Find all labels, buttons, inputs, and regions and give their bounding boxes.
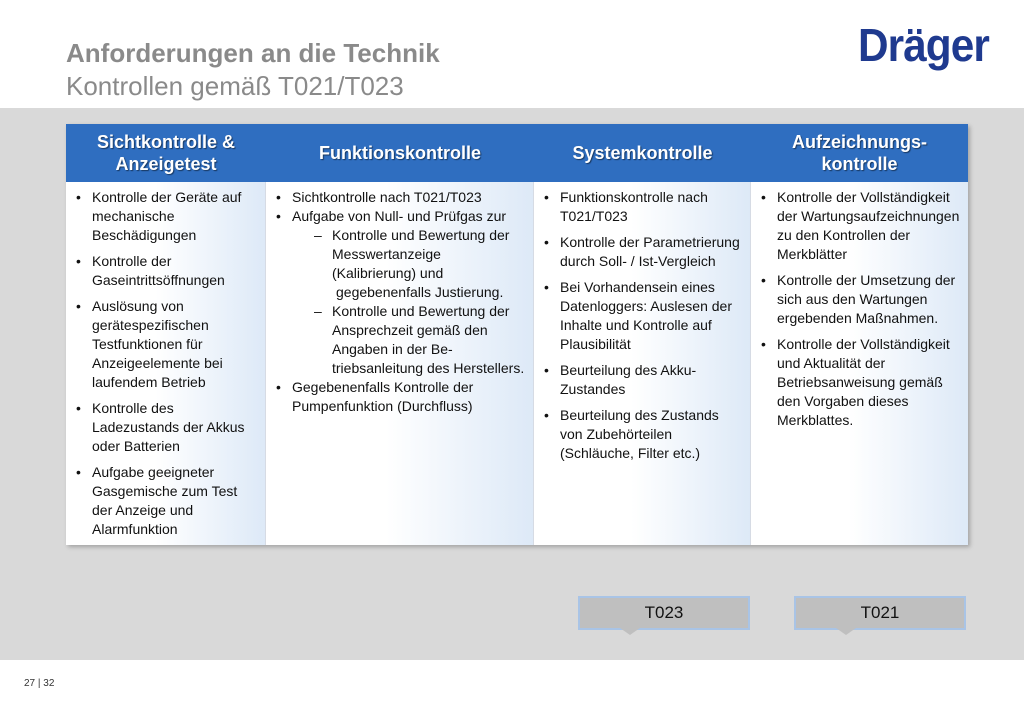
list-item: • Kontrolle der Vollständigkeit der Wartungsaufzeichnungen zu den Kontrollen der Merkblätter <box>759 188 962 264</box>
list-item: • Kontrolle der Vollständigkeit und Aktualität der Betriebsanweisung gemäß den Vorgaben dieses Merkblattes. <box>759 335 962 430</box>
table-body-row <box>66 182 968 545</box>
table-header-row <box>66 124 968 182</box>
list-item: • Kontrolle des Ladezustands der Akkus oder Batterien <box>74 399 259 456</box>
tag-t021 <box>794 596 966 630</box>
column-header-systemkontrolle: Systemkontrolle <box>572 143 713 163</box>
list-item: • Auslösung von gerätespezifischen Testfunktionen für Anzeigeelemente bei laufendem Betrieb <box>74 297 259 392</box>
tag-t023-label: T023 <box>644 603 684 622</box>
slide-header <box>0 0 1024 108</box>
sub-list-item-continuation: gegebenenfalls Justierung. <box>336 284 504 300</box>
sub-list-item: – Kontrolle und Bewertung der Ansprechzeit gemäß den Angaben in der Be-triebsanleitung des Herstellers. <box>274 302 527 378</box>
list-item: • Funktionskontrolle nach T021/T023 <box>542 188 744 226</box>
list-item: • Gegebenenfalls Kontrolle der Pumpenfunktion (Durchfluss) <box>274 378 527 416</box>
column-header-sichtkontrolle: Sichtkontrolle & Anzeigetest <box>96 132 235 174</box>
list-item: • Bei Vorhandensein eines Datenloggers: Auslesen der Inhalte und Kontrolle auf Plausibilität <box>542 278 744 354</box>
draeger-logo: Dräger <box>858 19 989 71</box>
tag-t021-label: T021 <box>860 603 900 622</box>
column-cell-funktionskontrolle <box>266 182 534 545</box>
list-item: • Beurteilung des Zustands von Zubehörteilen (Schläuche, Filter etc.) <box>542 406 744 463</box>
slide-subtitle: Kontrollen gemäß T021/T023 <box>66 71 404 101</box>
column-header-aufzeichnungskontrolle: Aufzeichnungs-kontrolle <box>792 132 927 174</box>
list-item: • Aufgabe von Null- und Prüfgas zur <box>274 207 527 226</box>
column-cell-aufzeichnungskontrolle <box>751 182 968 545</box>
tag-pointer-icon <box>836 628 856 635</box>
controls-table <box>66 124 968 545</box>
list-item: • Sichtkontrolle nach T021/T023 <box>274 188 527 207</box>
list-item: • Kontrolle der Umsetzung der sich aus den Wartungen ergebenden Maßnahmen. <box>759 271 962 328</box>
sub-list-item <box>274 226 527 283</box>
column-cell-systemkontrolle <box>534 182 751 545</box>
list-item: • Beurteilung des Akku-Zustandes <box>542 361 744 399</box>
page-number: 27 | 32 <box>24 678 55 689</box>
slide-title: Anforderungen an die Technik <box>66 38 440 68</box>
list-item: • Kontrolle der Parametrierung durch Soll- / Ist-Vergleich <box>542 233 744 271</box>
list-item: • Aufgabe geeigneter Gasgemische zum Test der Anzeige und Alarmfunktion <box>74 463 259 539</box>
tag-pointer-icon <box>620 628 640 635</box>
list-item: • Kontrolle der Gaseintrittsöffnungen <box>74 252 259 290</box>
list-item: • Kontrolle der Geräte auf mechanische Beschädigungen <box>74 188 259 245</box>
column-cell-sichtkontrolle <box>66 182 266 545</box>
sub-list-item-text: Kontrolle und Bewertung der Messwertanzeige (Kalibrierung) und <box>332 227 510 281</box>
tag-t023 <box>578 596 750 630</box>
slide-body <box>0 108 1024 660</box>
column-header-funktionskontrolle: Funktionskontrolle <box>319 143 481 163</box>
